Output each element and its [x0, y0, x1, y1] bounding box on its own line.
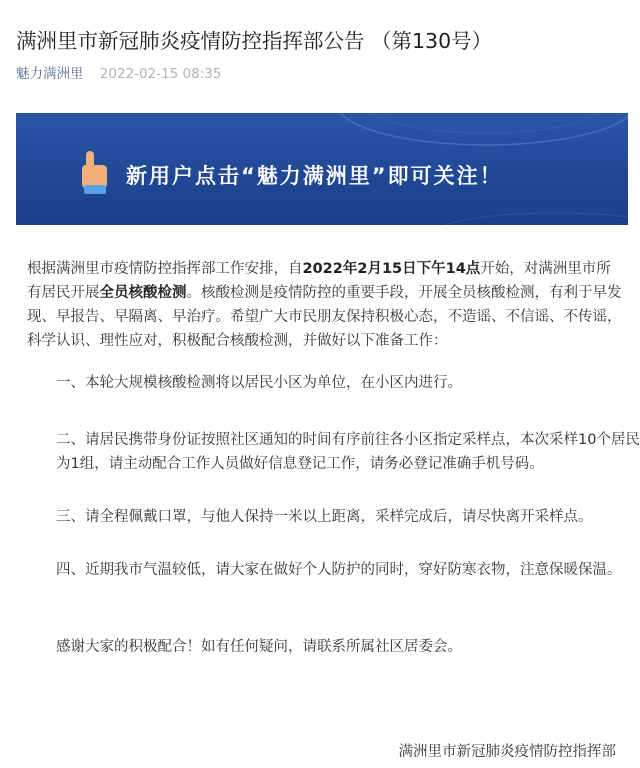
intro-text-a: 根据满洲里市疫情防控指挥部工作安排，自: [27, 261, 303, 277]
author-link[interactable]: 魅力满洲里: [16, 66, 84, 82]
intro-text-e: 。核酸检测是疫情防控的重要手段，开展全员核酸检测，有利于早发现、早报告、早隔离、早治疗。希望广大市民朋友保持积极心态，不造谣、不信谣、不传谣，科学认识、理性应对，积极配合核酸检测，并做好以下准备工作：: [27, 285, 622, 349]
publish-date: 2022-02-15 08:35: [99, 66, 222, 82]
article-meta: [16, 64, 221, 84]
item-3: 三、请全程佩戴口罩，与他人保持一米以上距离，采样完成后，请尽快离开采样点。: [56, 509, 593, 525]
article-title: 满洲里市新冠肺炎疫情防控指挥部公告 （第130号）: [16, 29, 493, 53]
thanks-paragraph: 感谢大家的积极配合！如有任何疑问，请联系所属社区居委会。: [56, 639, 462, 655]
intro-text-c: 开始，对满洲里市所有居民开展: [27, 261, 611, 301]
item-4: 四、近期我市气温较低，请大家在做好个人防护的同时，穿好防寒衣物，注意保暖保温。: [56, 562, 622, 578]
item-1: 一、本轮大规模核酸检测将以居民小区为单位，在小区内进行。: [56, 375, 462, 391]
start-time-highlight: 2022年2月15日下午14点: [302, 261, 481, 277]
banner-text: 新用户点击“魅力满洲里”即可关注！: [126, 164, 503, 188]
item-2: 二、请居民携带身份证按照社区通知的时间有序前往各小区指定采样点，本次采样10个居民为1组，请主动配合工作人员做好信息登记工作，请务必登记准确手机号码。: [56, 432, 640, 472]
follow-banner[interactable]: [16, 113, 628, 225]
signature: 满洲里市新冠肺炎疫情防控指挥部: [398, 744, 616, 760]
pointing-hand-icon: [76, 151, 112, 195]
full-test-highlight: 全员核酸检测: [99, 285, 187, 301]
intro-paragraph: [27, 257, 623, 353]
